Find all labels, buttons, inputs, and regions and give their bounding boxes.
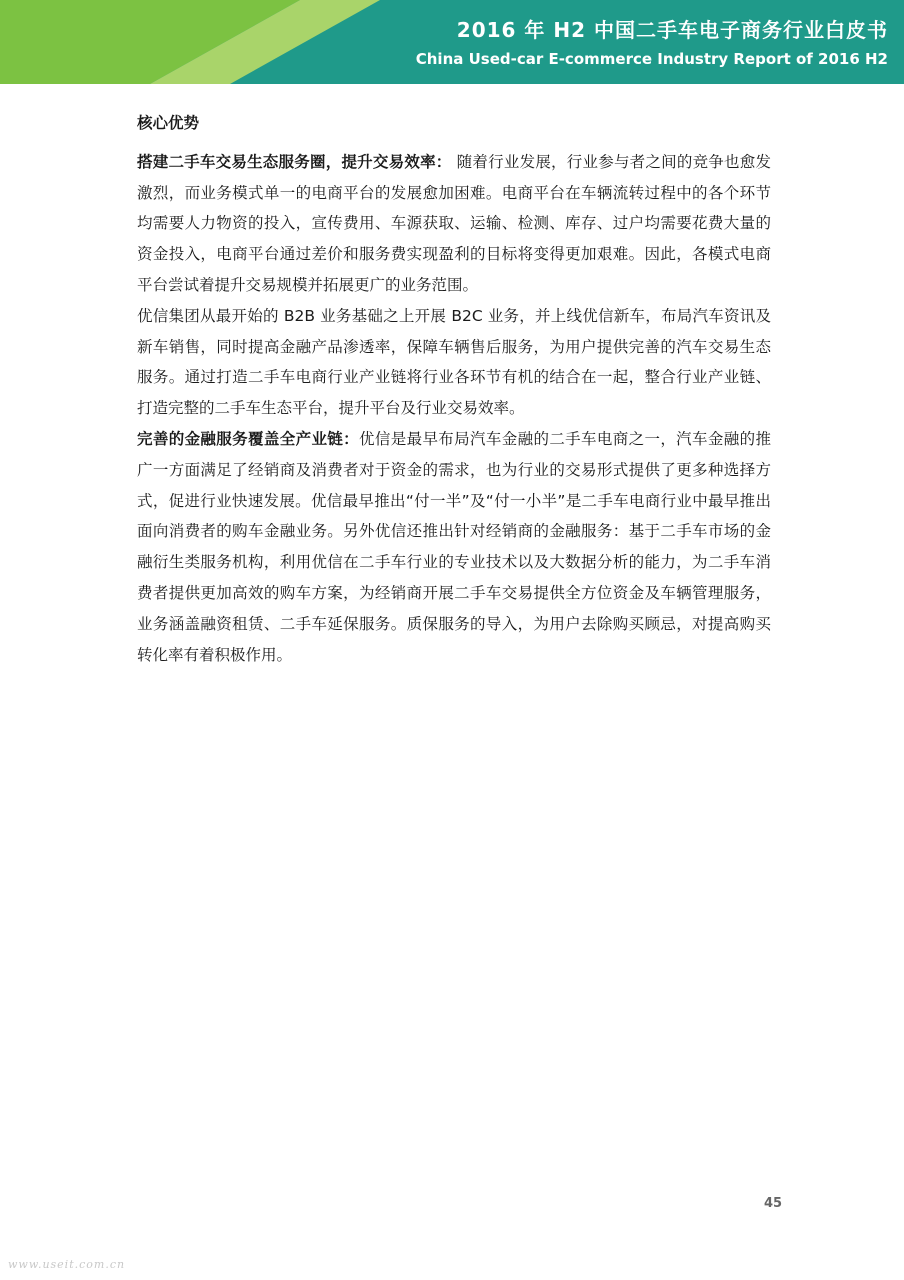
page-number: 45 [764,1196,783,1211]
watermark: www.useit.com.cn [8,1258,126,1271]
paragraph-youxin-group [137,301,771,424]
paragraph-ecosystem [137,147,771,301]
paragraph-lead: 完善的金融服务覆盖全产业链： [137,429,360,448]
header-banner [0,0,904,84]
paragraph-finance [137,424,771,670]
paragraph-text: 优信集团从最开始的 B2B 业务基础之上开展 B2C 业务，并上线优信新车，布局汽车资讯及新车销售，同时提高金融产品渗透率，保障车辆售后服务，为用户提供完善的汽车交易生态服务。通过打造二手车电商行业产业链将行业各环节有机的结合在一起，整合行业产业链、打造完整的二手车生态平台，提升平台及行业交易效率。 [137,306,771,418]
report-subtitle: China Used-car E-commerce Industry Report of 2016 H2 [415,50,888,68]
paragraph-lead: 搭建二手车交易生态服务圈，提升交易效率： [137,152,452,171]
main-content [137,108,771,670]
paragraph-text: 优信是最早布局汽车金融的二手车电商之一，汽车金融的推广一方面满足了经销商及消费者对于资金的需求，也为行业的交易形式提供了更多种选择方式，促进行业快速发展。优信最早推出“付一半”及“付一小半”是二手车电商行业中最早推出面向消费者的购车金融业务。另外优信还推出针对经销商的金融服务：基于二手车市场的金融衍生类服务机构，利用优信在二手车行业的专业技术以及大数据分析的能力，为二手车消费者提供更加高效的购车方案，为经销商开展二手车交易提供全方位资金及车辆管理服务，业务涵盖融资租赁、二手车延保服务。质保服务的导入，为用户去除购买顾忌，对提高购买转化率有着积极作用。 [137,429,771,664]
section-heading: 核心优势 [137,114,200,132]
report-title: 2016 年 H2 中国二手车电子商务行业白皮书 [456,18,888,42]
paragraph-text: 随着行业发展，行业参与者之间的竞争也愈发激烈，而业务模式单一的电商平台的发展愈加困难。电商平台在车辆流转过程中的各个环节均需要人力物资的投入，宣传费用、车源获取、运输、检测、库存、过户均需要花费大量的资金投入，电商平台通过差价和服务费实现盈利的目标将变得更加艰难。因此，各模式电商平台尝试着提升交易规模并拓展更广的业务范围。 [137,152,771,294]
